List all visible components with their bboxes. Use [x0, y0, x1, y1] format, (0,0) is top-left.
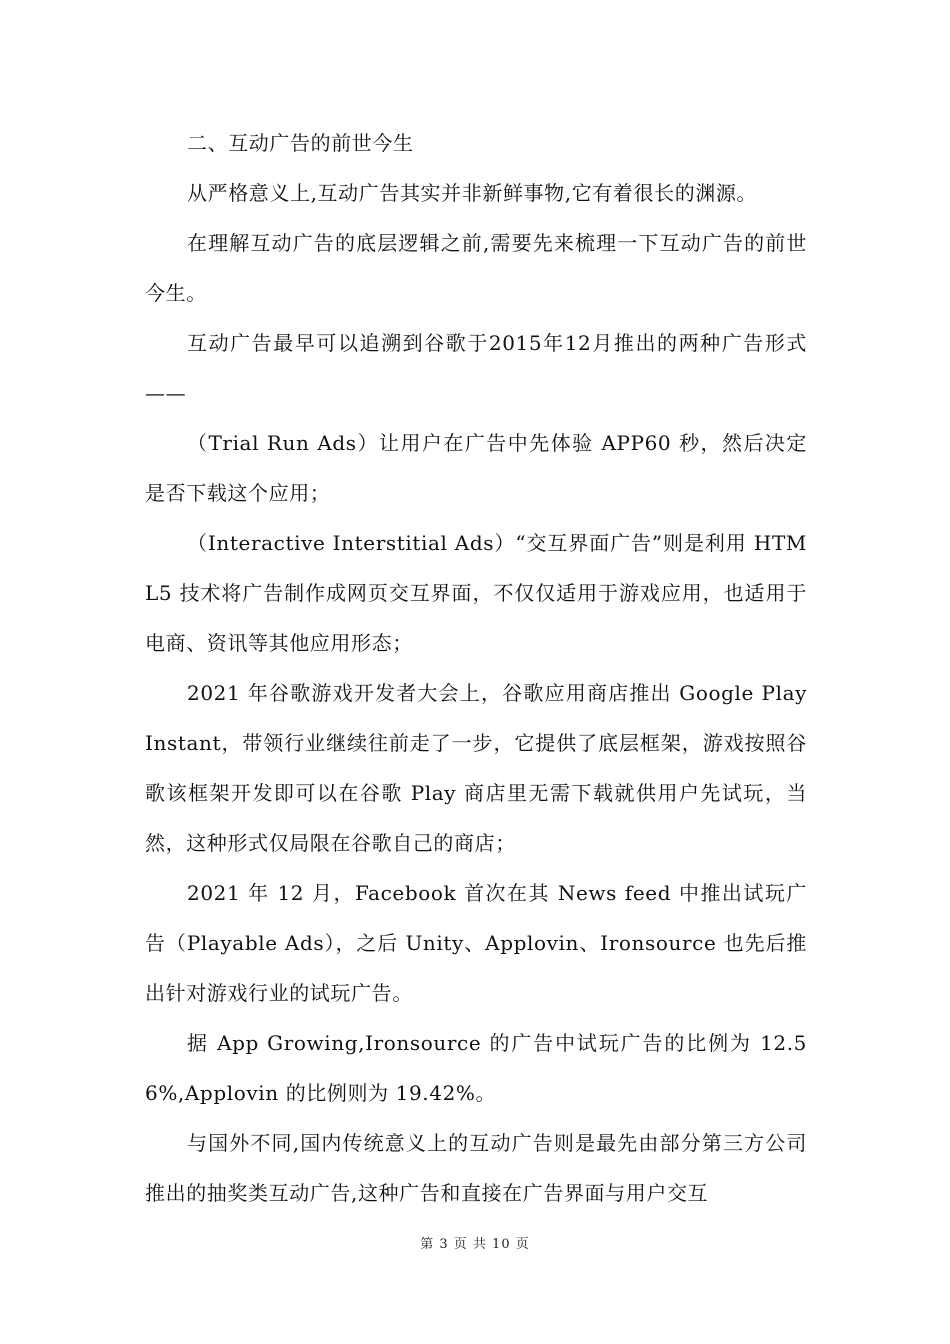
paragraph: 据 App Growing,Ironsource 的广告中试玩广告的比例为 12.56%,Applovin 的比例则为 19.42%。	[145, 1031, 807, 1105]
paragraph: 2021 年谷歌游戏开发者大会上，谷歌应用商店推出 Google Play Instant，带领行业继续往前走了一步，它提供了底层框架，游戏按照谷歌该框架开发即可以在谷歌 Play 商店里无需下载就供用户先试玩，当然，这种形式仅局限在谷歌自己的商店；	[145, 681, 807, 855]
page-footer: 第 3 页 共 10 页	[420, 1237, 530, 1252]
paragraph: （Interactive Interstitial Ads）“交互界面广告”则是利用 HTML5 技术将广告制作成网页交互界面，不仅仅适用于游戏应用，也适用于电商、资讯等其他应用形态；	[145, 531, 807, 655]
paragraph: 与国外不同,国内传统意义上的互动广告则是最先由部分第三方公司推出的抽奖类互动广告,这种广告和直接在广告界面与用户交互	[145, 1131, 807, 1205]
section-heading: 二、互动广告的前世今生	[187, 131, 414, 155]
paragraph: 在理解互动广告的底层逻辑之前,需要先来梳理一下互动广告的前世今生。	[145, 231, 807, 305]
paragraph: （Trial Run Ads）让用户在广告中先体验 APP60 秒，然后决定是否下载这个应用；	[145, 431, 807, 505]
paragraph: 从严格意义上,互动广告其实并非新鲜事物,它有着很长的渊源。	[187, 181, 758, 205]
paragraph: 2021 年 12 月，Facebook 首次在其 News feed 中推出试玩广告（Playable Ads），之后 Unity、Applovin、Ironsource 也先后推出针对游戏行业的试玩广告。	[145, 881, 807, 1005]
paragraph: 互动广告最早可以追溯到谷歌于2015年12月推出的两种广告形式——	[145, 331, 807, 405]
document-body	[145, 118, 807, 1218]
